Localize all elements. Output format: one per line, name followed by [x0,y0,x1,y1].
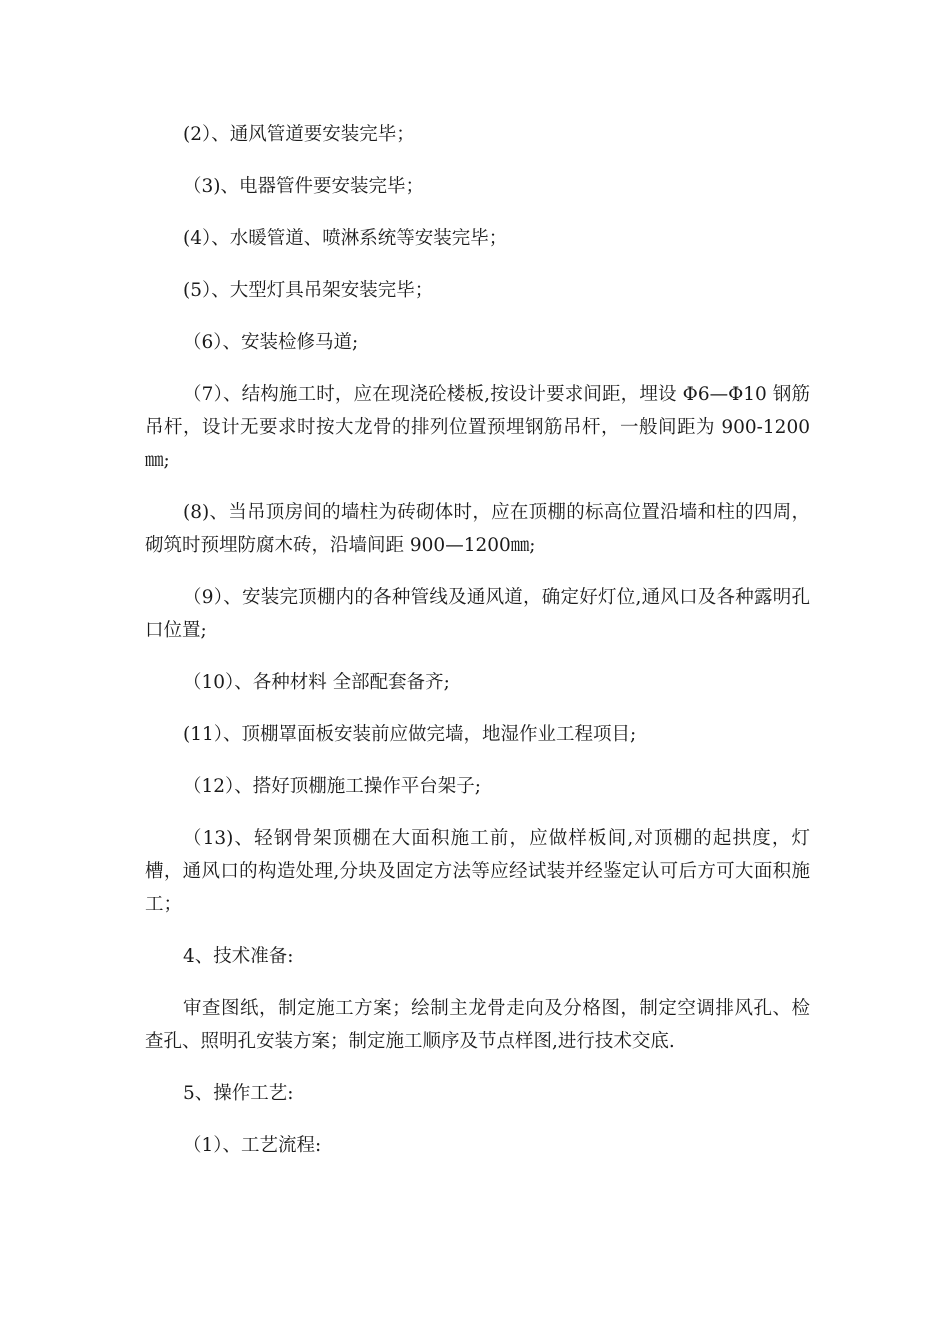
paragraph-item-10: （10）、各种材料 全部配套备齐; [183,672,450,693]
paragraph-item-13: （13)、轻钢骨架顶棚在大面积施工前，应做样板间,对顶棚的起拱度，灯槽，通风口的构造处理,分块及固定方法等应经试装并经鉴定认可后方可大面积施工； [145,828,810,915]
paragraph-item-11: (11）、顶棚罩面板安装前应做完墙，地湿作业工程项目; [183,724,637,745]
paragraph-item-9: （9）、安装完顶棚内的各种管线及通风道，确定好灯位,通风口及各种露明孔口位置; [145,587,810,641]
paragraph-item-5: (5）、大型灯具吊架安装完毕； [183,280,434,301]
paragraph-item-3: （3)、电器管件要安装完毕； [183,176,424,197]
paragraph-item-7: （7）、结构施工时，应在现浇砼楼板,按设计要求间距，埋设 Φ6—Φ10 钢筋吊杆，设计无要求时按大龙骨的排列位置预埋钢筋吊杆，一般间距为 900-1200㎜; [145,384,810,471]
paragraph-tech-prep-body: 审查图纸，制定施工方案；绘制主龙骨走向及分格图，制定空调排风孔、检查孔、照明孔安装方案；制定施工顺序及节点样图,进行技术交底. [145,998,810,1052]
paragraph-item-4: (4）、水暖管道、喷淋系统等安装完毕； [183,228,508,249]
paragraph-item-12: （12）、搭好顶棚施工操作平台架子; [183,776,482,797]
paragraph-item-6: （6）、安装检修马道; [183,332,359,353]
section-heading-operation: 5、操作工艺: [183,1083,294,1104]
paragraph-item-8: (8)、当吊顶房间的墙柱为砖砌体时，应在顶棚的标高位置沿墙和柱的四周，砌筑时预埋防腐木砖，沿墙间距 900—1200㎜; [145,502,810,556]
section-heading-tech-prep: 4、技术准备: [183,946,294,967]
paragraph-item-2: (2）、通风管道要安装完毕； [183,124,415,145]
paragraph-process-flow: （1）、工艺流程: [183,1135,322,1156]
document-body [145,118,810,1181]
